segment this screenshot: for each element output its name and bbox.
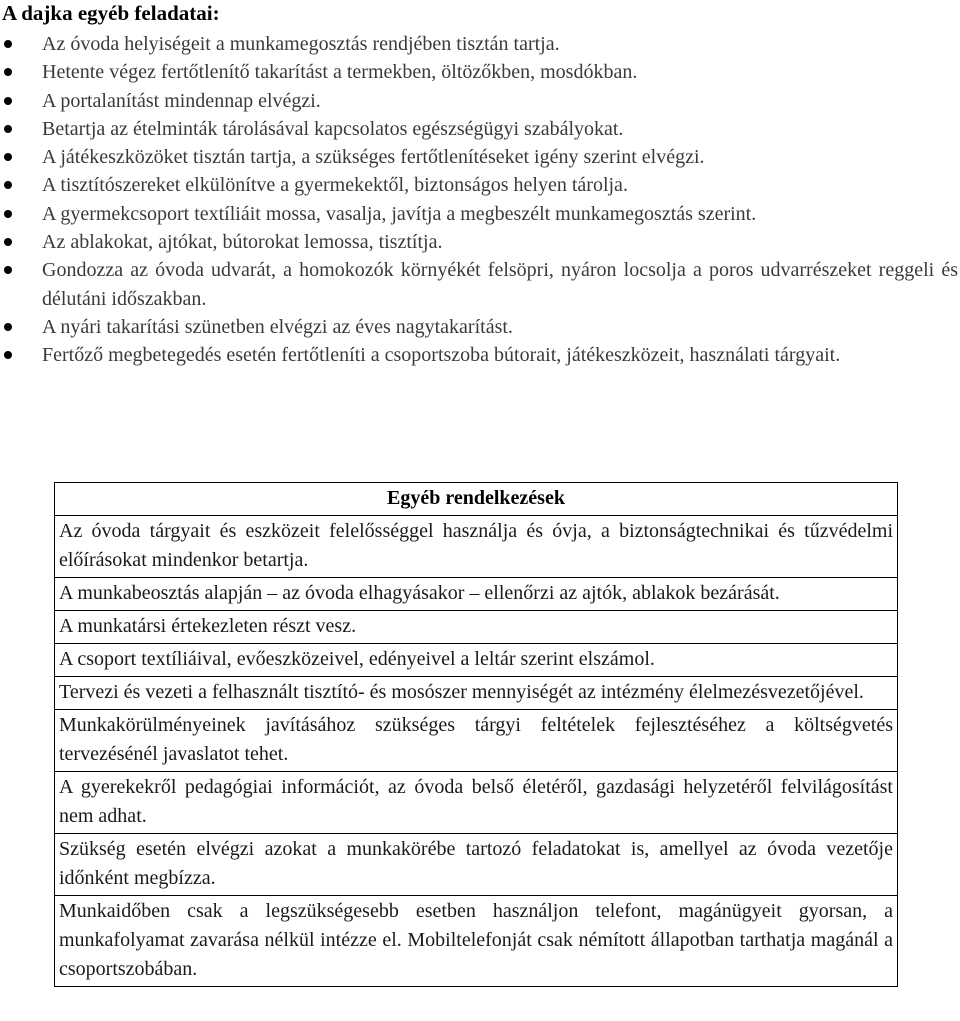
bullet-icon (4, 323, 12, 331)
list-item-text: Betartja az ételminták tárolásával kapcsolatos egészségügyi szabályokat. (42, 117, 624, 140)
bullet-icon (4, 351, 12, 359)
list-item (0, 58, 958, 86)
list-item (0, 200, 958, 228)
list-item (0, 228, 958, 256)
list-item-text: Hetente végez fertőtlenítő takarítást a termekben, öltözőkben, mosdókban. (42, 61, 638, 84)
table-cell: Munkakörülményeinek javításához szükséges tárgyi feltételek fejlesztéséhez a költségvetés tervezésénél javaslatot tehet. (55, 710, 898, 772)
table-row (55, 834, 898, 896)
table-row (55, 896, 898, 987)
list-item (0, 30, 958, 58)
table-row (55, 772, 898, 834)
section-heading: A dajka egyéb feladatai: (2, 1, 220, 25)
table-cell: A munkabeosztás alapján – az óvoda elhagyásakor – ellenőrzi az ajtók, ablakok bezárását. (55, 578, 898, 611)
list-item-text: A játékeszközöket tisztán tartja, a szükséges fertőtlenítéseket igény szerint elvégzi. (42, 146, 705, 169)
table-row (55, 516, 898, 578)
table-row (55, 611, 898, 644)
table-row (55, 710, 898, 772)
bullet-icon (4, 238, 12, 246)
table-cell: A munkatársi értekezleten részt vesz. (55, 611, 898, 644)
table-cell: Tervezi és vezeti a felhasznált tisztító- és mosószer mennyiségét az intézmény élelmezésvezetőjével. (55, 677, 898, 710)
bullet-icon (4, 181, 12, 189)
bullet-icon (4, 266, 12, 274)
bullet-icon (4, 68, 12, 76)
bullet-icon (4, 210, 12, 218)
table-title: Egyéb rendelkezések (55, 483, 898, 516)
table-row (55, 677, 898, 710)
list-item (0, 115, 958, 143)
bullet-icon (4, 153, 12, 161)
list-item-text: A gyermekcsoport textíliáit mossa, vasalja, javítja a megbeszélt munkamegosztás szerint. (42, 202, 757, 225)
list-item (0, 313, 958, 341)
list-item (0, 171, 958, 199)
table-cell: Az óvoda tárgyait és eszközeit felelősséggel használja és óvja, a biztonságtechnikai és tűzvédelmi előírásokat mindenkor betartja. (55, 516, 898, 578)
list-item (0, 87, 958, 115)
table-cell: Szükség esetén elvégzi azokat a munkakörébe tartozó feladatokat is, amellyel az óvoda vezetője időnként megbízza. (55, 834, 898, 896)
list-item-text: Gondozza az óvoda udvarát, a homokozók környékét felsöpri, nyáron locsolja a poros udvarrészeket reggeli és délutáni időszakban. (42, 259, 958, 310)
bullet-icon (4, 125, 12, 133)
list-item-text: Az óvoda helyiségeit a munkamegosztás rendjében tisztán tartja. (42, 33, 560, 55)
list-item (0, 256, 958, 313)
list-item-text: A portalanítást mindennap elvégzi. (42, 89, 321, 112)
table-row (55, 644, 898, 677)
bullet-icon (4, 97, 12, 105)
duty-list (0, 30, 958, 370)
table-cell: A csoport textíliáival, evőeszközeivel, edényeivel a leltár szerint elszámol. (55, 644, 898, 677)
other-provisions-table (54, 482, 898, 987)
table-cell: A gyerekekről pedagógiai információt, az óvoda belső életéről, gazdasági helyzetéről felvilágosítást nem adhat. (55, 772, 898, 834)
bullet-icon (4, 40, 12, 48)
list-item (0, 143, 958, 171)
list-item-text: A nyári takarítási szünetben elvégzi az éves nagytakarítást. (42, 315, 513, 338)
list-item-text: A tisztítószereket elkülönítve a gyermekektől, biztonságos helyen tárolja. (42, 174, 628, 197)
list-item (0, 341, 958, 369)
table-cell: Munkaidőben csak a legszükségesebb esetben használjon telefont, magánügyeit gyorsan, a munkafolyamat zavarása nélkül intézze el. Mobiltelefonját csak némított állapotban tarthatja magánál a csoportszobában. (55, 896, 898, 987)
table-header-row (55, 483, 898, 516)
list-item-text: Az ablakokat, ajtókat, bútorokat lemossa, tisztítja. (42, 231, 443, 254)
list-item-text: Fertőző megbetegedés esetén fertőtleníti a csoportszoba bútorait, játékeszközeit, használati tárgyait. (42, 344, 841, 367)
table-row (55, 578, 898, 611)
